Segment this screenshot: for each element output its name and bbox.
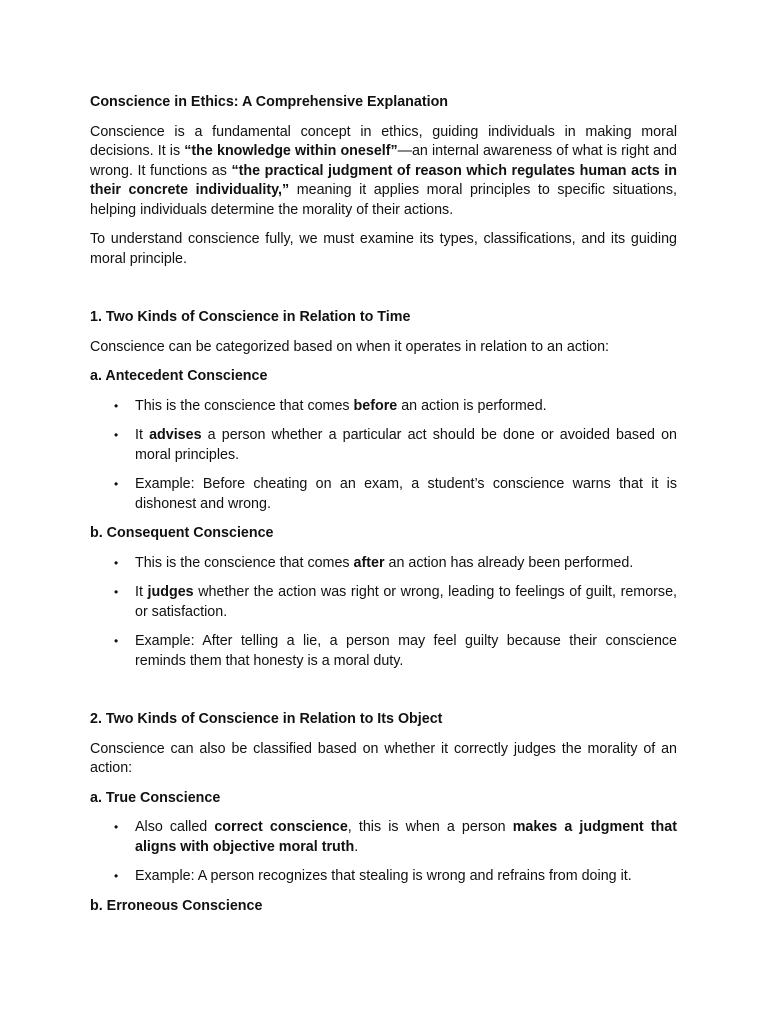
bold-run: judges bbox=[147, 584, 194, 600]
true-conscience-list bbox=[90, 818, 677, 887]
text-run: Example: A person recognizes that stealing is wrong and refrains from doing it. bbox=[135, 868, 632, 884]
section-2-intro: Conscience can also be classified based on whether it correctly judges the morality of an action: bbox=[90, 740, 677, 776]
text-run: an action is performed. bbox=[397, 397, 547, 414]
bold-run: makes a judgment that aligns with objective moral truth bbox=[135, 819, 677, 855]
consequent-list bbox=[90, 554, 677, 672]
consequent-heading: b. Consequent Conscience bbox=[90, 525, 274, 541]
bold-run: “the practical judgment of reason which regulates human acts in their concrete individuality,” bbox=[90, 162, 677, 198]
text-run: It bbox=[135, 427, 150, 443]
list-item bbox=[90, 475, 677, 514]
document-body bbox=[90, 93, 677, 926]
bullet-icon: • bbox=[114, 820, 119, 834]
text-run: , this is when a person bbox=[347, 819, 513, 835]
text-run: Example: After telling a lie, a person may feel guilty because their conscience reminds them that honesty is a moral duty. bbox=[135, 633, 677, 669]
section-spacer bbox=[90, 681, 677, 710]
text-run: a person whether a particular act should be done or avoided based on moral principles. bbox=[135, 427, 677, 463]
text-run: This is the conscience that comes bbox=[135, 397, 354, 414]
text-run: . bbox=[354, 838, 359, 855]
bullet-icon: • bbox=[114, 477, 119, 491]
text-run: meaning it applies moral principles to specific situations, helping individuals determine the morality of their actions. bbox=[90, 182, 677, 218]
bullet-icon: • bbox=[114, 634, 119, 648]
bold-run: before bbox=[353, 397, 398, 414]
list-item bbox=[90, 426, 677, 465]
list-item bbox=[90, 818, 677, 857]
bullet-icon: • bbox=[114, 428, 119, 442]
bold-run: correct conscience bbox=[214, 819, 348, 835]
section-1-heading: 1. Two Kinds of Conscience in Relation to Time bbox=[90, 309, 411, 325]
erroneous-conscience-heading: b. Erroneous Conscience bbox=[90, 897, 263, 914]
bullet-icon: • bbox=[114, 555, 119, 570]
list-item bbox=[90, 583, 677, 622]
list-item bbox=[90, 397, 677, 417]
antecedent-list bbox=[90, 397, 677, 515]
text-run: Example: Before cheating on an exam, a student’s conscience warns that it is dishonest and wrong. bbox=[135, 476, 677, 512]
list-item bbox=[90, 554, 677, 574]
true-conscience-heading: a. True Conscience bbox=[90, 789, 221, 806]
text-run: —an internal awareness of what is right and wrong. It functions as bbox=[90, 143, 677, 179]
antecedent-heading: a. Antecedent Conscience bbox=[90, 368, 268, 384]
text-run: an action has already been performed. bbox=[384, 554, 634, 571]
list-item bbox=[90, 632, 677, 671]
text-run: It bbox=[135, 584, 148, 600]
intro-paragraph-2: To understand conscience fully, we must examine its types, classifications, and its guiding moral principle. bbox=[90, 231, 677, 267]
section-2-heading: 2. Two Kinds of Conscience in Relation to Its Object bbox=[90, 711, 443, 727]
section-spacer bbox=[90, 279, 677, 308]
bullet-icon: • bbox=[114, 869, 119, 883]
text-run: Also called bbox=[135, 819, 215, 835]
bold-run: after bbox=[353, 554, 385, 571]
bold-run: “the knowledge within oneself” bbox=[184, 143, 398, 159]
intro-paragraph-1 bbox=[90, 123, 677, 221]
text-run: This is the conscience that comes bbox=[135, 554, 354, 571]
list-item bbox=[90, 867, 677, 887]
document-title: Conscience in Ethics: A Comprehensive Explanation bbox=[90, 94, 449, 110]
section-1-intro: Conscience can be categorized based on when it operates in relation to an action: bbox=[90, 338, 609, 355]
bullet-icon: • bbox=[114, 398, 119, 413]
text-run: Conscience is a fundamental concept in ethics, guiding individuals in making moral decisions. It is bbox=[90, 123, 677, 159]
bold-run: advises bbox=[149, 427, 202, 443]
bullet-icon: • bbox=[114, 585, 119, 599]
text-run: whether the action was right or wrong, leading to feelings of guilt, remorse, or satisfaction. bbox=[135, 584, 677, 620]
